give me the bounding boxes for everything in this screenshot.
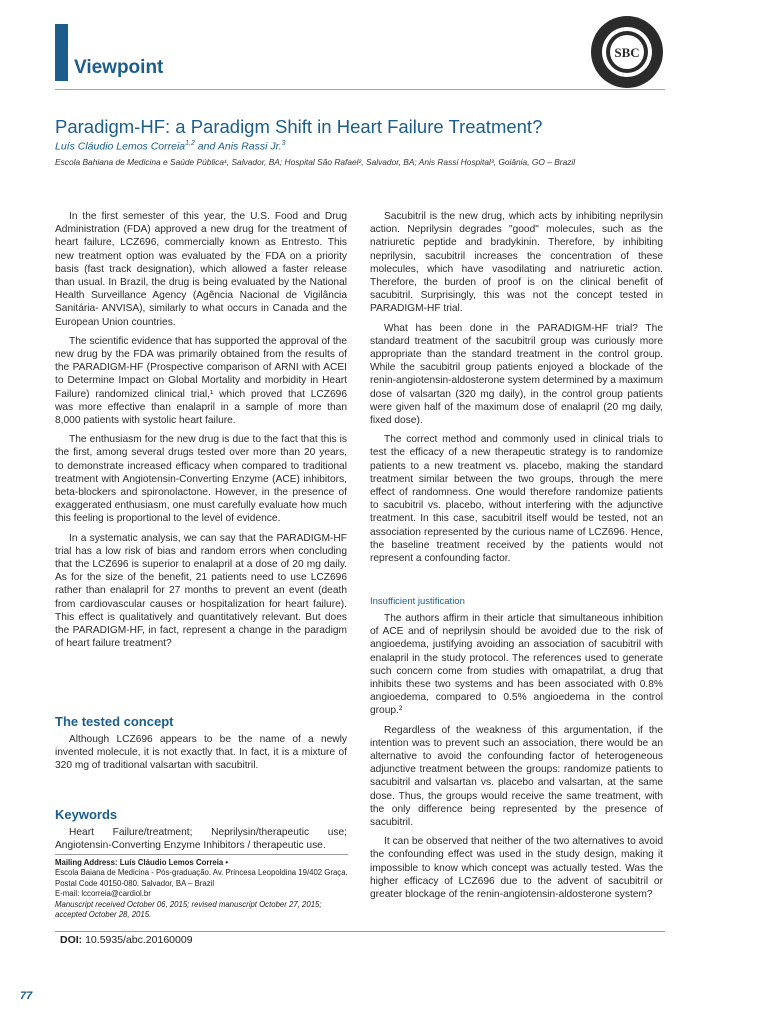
paragraph: Regardless of the weakness of this argumentation, if the intention was to prevent such an association, there would be an alternative to avoid the confounding factor of heterogeneous adjunctive treatment between the groups: randomize patients to sacubitril and valsartan vs. placebo and valsartan, at the same dose. Thus, the groups would receive the same treatment, with the only difference being represented by the presence of sacubitril. [370,724,663,829]
author-1: Luís Cláudio Lemos Correia [55,140,186,153]
author-separator: and [194,140,218,153]
author-2: Anis Rassi Jr. [217,140,282,153]
paragraph: What has been done in the PARADIGM-HF trial? The standard treatment of the sacubitril group was curiously more appropriate than the standard treatment in the control group. While the sacubitril group patients enjoyed a blockade of the renin-angiotensin-aldosterone system determined by a maximum dose of valsartan (320 mg daily), in the control group patients were given half of the maximum dose of enalapril (20 mg daily, fixed dose). [370,322,663,427]
mailing-line: Mailing Address: Luís Cláudio Lemos Correia • [55,858,229,867]
sbc-seal-logo [590,15,664,89]
svg-text:SBC: SBC [614,45,640,60]
email-link[interactable]: E-mail: lccorreia@cardiol.br [55,889,151,899]
authors [55,140,286,153]
paragraph: Although LCZ696 appears to be the name of a newly invented molecule, it is not exactly that. In fact, it is a mixture of 320 mg of traditional valsartan with sacubitril. [55,734,347,772]
paragraph: Sacubitril is the new drug, which acts by inhibiting neprilysin action. Neprilysin degrades "good" molecules, such as the natriuretic peptide and bradykinin. Therefore, by inhibiting neprilysin, sacubitril increases the concentration of these molecules, which have vasodilating and natriuretic action. Therefore, the burden of proof is on the clinical benefit of sacubitril. Surprisingly, this was not the concept tested in PARADIGM-HF trial. [370,211,663,315]
section-accent-bar [55,24,68,81]
paragraph: In the first semester of this year, the U.S. Food and Drug Administration (FDA) approved a new drug for the treatment of heart failure, LCZ696, commercially known as Entresto. This new treatment option was evaluated by the FDA on a priority basis (fast track designation), which allowed a faster release than usual. In Brazil, the drug is being evaluated by the National Health Surveillance Agency (Agência Nacional de Vigilância Sanitária- ANVISA), similarly to what occurs in Canada and the European Union countries. [55,211,347,328]
section-title: Viewpoint [74,57,164,78]
paragraph: The scientific evidence that has supported the approval of the new drug by the FDA was primarily obtained from the results of the PARADIGM-HF (Prospective comparison of ARNI with ACEI to Determine Impact on Global Mortality and morbidity in Heart Failure) randomized clinical trial,¹ which proved that LCZ696 was more effective than enalapril in a sample of more than 8,000 patients with systolic heart failure. [55,335,347,427]
mailing-address [55,858,355,920]
affiliations: Escola Bahiana de Medicina e Saúde Pública¹, Salvador, BA; Hospital São Rafael², Salvador, BA; Anis Rassi Hospital³, Goiânia, GO – Brazil [55,157,576,167]
left-column [55,210,347,657]
doi-rule [55,931,665,932]
paragraph: The correct method and commonly used in clinical trials to test the efficacy of a new therapeutic strategy is to randomize patients to a new treatment vs. placebo, making the standard treatment similar between the two groups, through the mere effect of randomness. One would therefore randomize patients to sacubitril vs. placebo, without interfering with the adjunctive treatment. In this case, sacubitril itself would be tested, not an association represented by the curious name of LCZ696. Hence, the baseline treatment received by the patients would not represent a confounding factor. [370,434,663,565]
tested-concept-heading: The tested concept [55,714,174,729]
insufficient-justification-heading: Insufficient justification [370,596,465,607]
mailing-line: Escola Baiana de Medicina - Pós-graduação. Av. Princesa Leopoldina 19/402 Graça. Postal Code 40150-080. Salvador, BA – Brazil [55,868,348,888]
page-number: 77 [20,990,33,1002]
doi-value[interactable]: 10.5935/abc.20160009 [85,934,193,946]
right-column-continued [370,612,663,907]
header-rule [55,89,665,90]
tested-concept-text [55,733,347,779]
paragraph: In a systematic analysis, we can say that the PARADIGM-HF trial has a low risk of bias and random errors when concluding that the LCZ696 is superior to enalapril at a dose of 20 mg daily. As for the size of the benefit, 21 patients need to use LCZ696 rather than enalapril for 27 months to prevent an event (death from cardiovascular causes or hospitalization for heart failure). This effect is qualitatively and quantitatively relevant. But does the PARADIGM-HF, in fact, represent a change in the paradigm of heart failure treatment? [55,532,347,650]
manuscript-dates: Manuscript received October 06, 2015; revised manuscript October 27, 2015; accepted October 28, 2015. [55,899,322,920]
doi [60,934,193,946]
paragraph: The authors affirm in their article that simultaneous inhibition of ACE and of neprilysin should be avoided due to the risk of angioedema, justifying avoiding an association of sacubitril with enalapril in the study protocol. The references used to generate such concern come from studies with omapatrilat, a drug that inhibits these two systems and has been associated with 0.8% angioedema, compared to 0.5% angioedema in the control group.² [370,613,663,717]
author-2-affil: 3 [281,140,286,147]
article-title: Paradigm-HF: a Paradigm Shift in Heart Failure Treatment? [55,116,543,137]
author-1-affil: 1,2 [185,140,195,147]
paragraph: It can be observed that neither of the two alternatives to avoid the confounding effect was used in the study design, making it impossible to know which concept was actually tested. Was the higher efficacy of LCZ696 due to the advent of sacubitril or greater blockage of the renin-angiotensin-aldosterone system? [370,836,663,901]
mailing-rule [55,854,348,855]
doi-label: DOI: [60,934,83,946]
paragraph: Heart Failure/treatment; Neprilysin/therapeutic use; Angiotensin-Converting Enzyme Inhibitors / therapeutic use. [55,827,347,852]
right-column [370,210,663,571]
keywords-heading: Keywords [55,807,118,822]
paragraph: The enthusiasm for the new drug is due to the fact that this is the first, among several drugs tested over more than 20 years, to demonstrate increased efficacy when compared to traditional treatment with Angiotensin-Converting Enzyme (ACE) inhibitors, beta-blockers and spironolactone. However, in the presence of exaggerated enthusiasm, one must carefully evaluate how much this feeling is proportional to the level of evidence. [55,434,347,525]
